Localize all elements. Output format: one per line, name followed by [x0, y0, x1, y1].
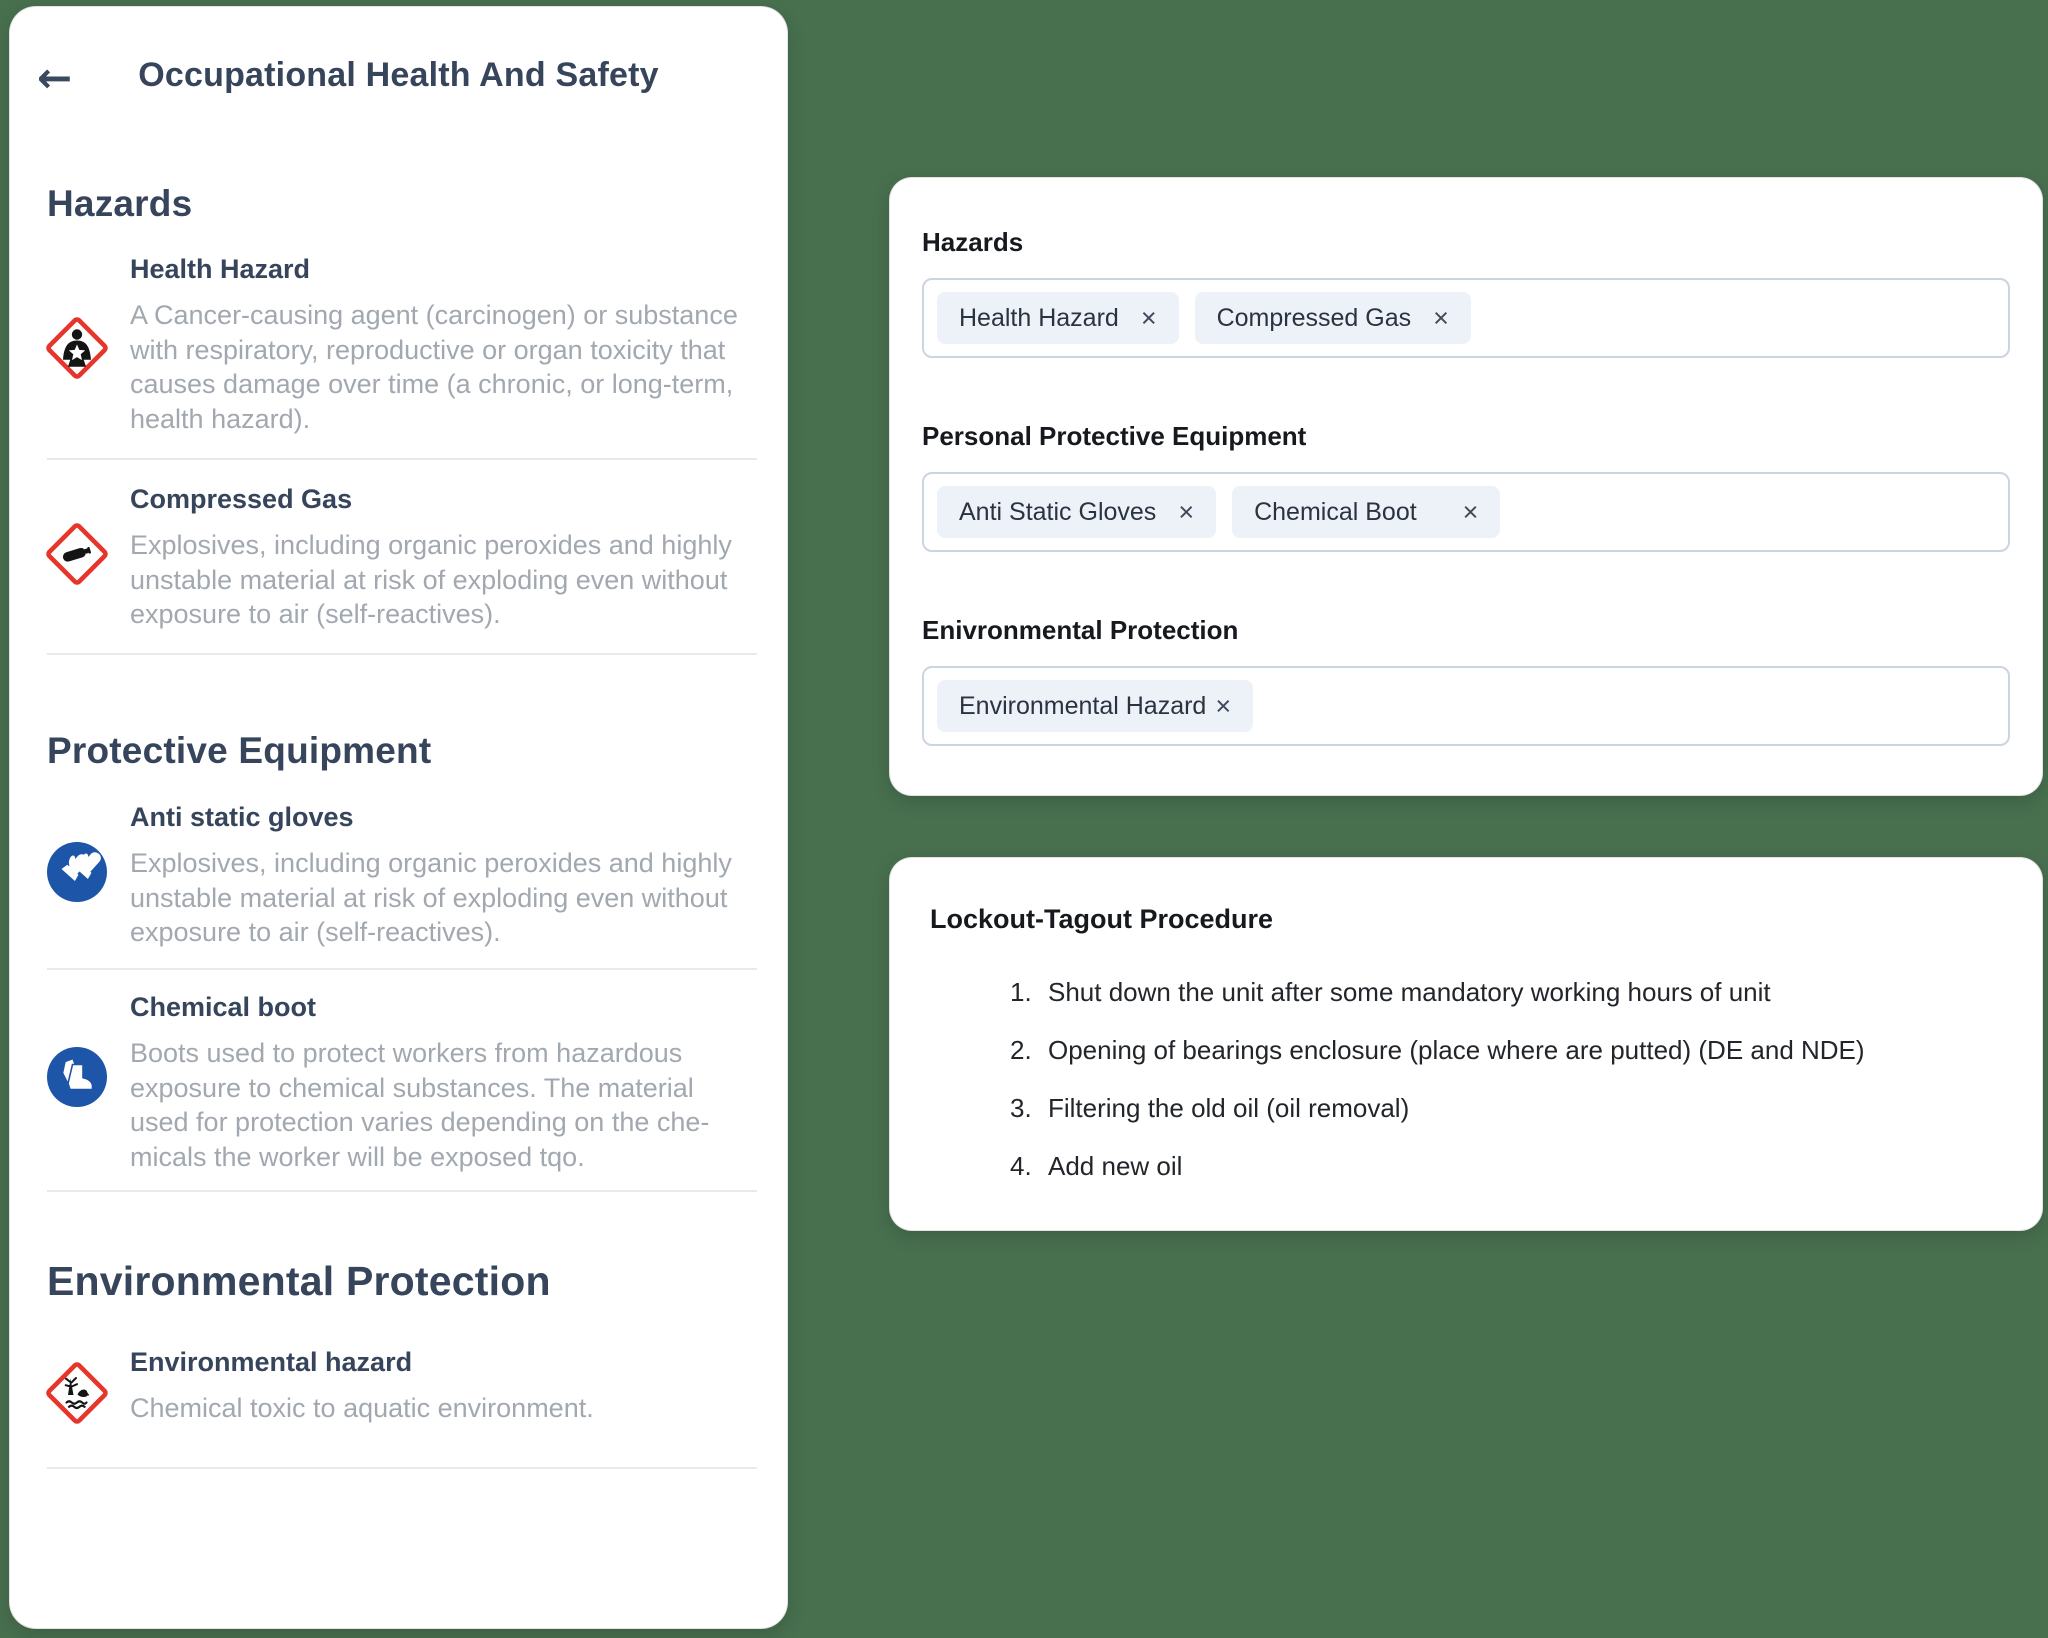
- section-heading-environmental-protection: Environmental Protection: [47, 1258, 551, 1304]
- list-item-chemical-boot: [10, 990, 787, 1174]
- divider: [47, 653, 757, 655]
- environmental-multiselect-input[interactable]: [922, 666, 2010, 746]
- step-number: 1.: [1010, 977, 1032, 1007]
- item-title: Anti static gloves: [130, 802, 354, 832]
- list-item-environmental-hazard: [10, 1345, 787, 1426]
- item-description: Explosives, including organic peroxides and highly unstable material at risk of exploding even without exposure to air (self-reactives).: [130, 848, 732, 947]
- procedure-steps-list: [930, 976, 2002, 1183]
- item-description: Explosives, including organic peroxides and highly unstable material at risk of exploding even without exposure to air (self-reactives).: [130, 530, 732, 629]
- step-number: 4.: [1010, 1151, 1032, 1181]
- ghs-environmental-hazard-icon: [45, 1361, 109, 1425]
- item-title: Environmental hazard: [130, 1347, 413, 1377]
- safety-selection-form-card: [890, 178, 2042, 795]
- item-description: Boots used to protect workers from hazardous exposure to chemical substances. The material used for protection varies depending on the che-micals the worker will be exposed tqo.: [130, 1038, 710, 1172]
- chip-label: Chemical Boot: [1254, 497, 1417, 526]
- safety-reference-panel: [10, 7, 787, 1628]
- step-text: Filtering the old oil (oil removal): [1048, 1093, 1410, 1123]
- divider: [47, 458, 757, 460]
- ghs-health-hazard-icon: [45, 316, 109, 380]
- panel-header: [10, 53, 787, 102]
- item-title: Compressed Gas: [130, 484, 353, 514]
- ppe-multiselect-input[interactable]: [922, 472, 2010, 552]
- ppe-gloves-icon: [45, 840, 109, 904]
- step-text: Opening of bearings enclosure (place where are putted) (DE and NDE): [1048, 1035, 1865, 1065]
- chip-environmental-hazard: [937, 680, 1253, 732]
- ghs-compressed-gas-icon: [45, 522, 109, 586]
- step-text: Add new oil: [1048, 1151, 1183, 1181]
- list-item-anti-static-gloves: [10, 800, 787, 950]
- chip-label: Environmental Hazard: [959, 691, 1207, 720]
- hazards-multiselect-input[interactable]: [922, 278, 2010, 358]
- procedure-title: Lockout-Tagout Procedure: [930, 904, 1274, 934]
- chip-remove-icon[interactable]: ×: [1178, 496, 1195, 527]
- item-title: Health Hazard: [130, 254, 311, 284]
- chip-label: Health Hazard: [959, 303, 1119, 332]
- page-title: Occupational Health And Safety: [138, 56, 659, 94]
- list-item-health-hazard: [10, 252, 787, 436]
- chip-remove-icon[interactable]: ×: [1462, 496, 1479, 527]
- item-description: Chemical toxic to aquatic environment.: [130, 1393, 594, 1423]
- list-item-compressed-gas: [10, 482, 787, 632]
- chip-anti-static-gloves: [937, 486, 1216, 538]
- field-label-environmental-protection: Enivronmental Protection: [922, 615, 1239, 645]
- ppe-boot-icon: [45, 1045, 109, 1109]
- chip-remove-icon[interactable]: ×: [1215, 690, 1232, 721]
- section-heading-protective-equipment: Protective Equipment: [47, 730, 432, 771]
- section-heading-hazards: Hazards: [47, 183, 193, 224]
- divider: [47, 1467, 757, 1469]
- field-label-ppe: Personal Protective Equipment: [922, 421, 1307, 451]
- lockout-tagout-card: [890, 858, 2042, 1230]
- chip-compressed-gas: [1195, 292, 1471, 344]
- procedure-step: [1010, 1150, 2002, 1183]
- item-title: Chemical boot: [130, 992, 317, 1022]
- divider: [47, 968, 757, 970]
- chip-label: Compressed Gas: [1216, 303, 1412, 332]
- step-number: 2.: [1010, 1035, 1032, 1065]
- chip-remove-icon[interactable]: ×: [1140, 302, 1157, 333]
- procedure-step: [1010, 976, 2002, 1009]
- step-text: Shut down the unit after some mandatory working hours of unit: [1048, 977, 1771, 1007]
- step-number: 3.: [1010, 1093, 1032, 1123]
- item-description: A Cancer-causing agent (carcinogen) or substance with respiratory, reproductive or organ toxicity that causes damage over time (a chronic, or long-term, health hazard).: [130, 300, 738, 434]
- chip-health-hazard: [937, 292, 1179, 344]
- back-button[interactable]: ←: [37, 53, 73, 102]
- chip-label: Anti Static Gloves: [959, 497, 1157, 526]
- procedure-step: [1010, 1092, 2002, 1125]
- chip-chemical-boot: [1232, 486, 1500, 538]
- chip-remove-icon[interactable]: ×: [1433, 302, 1449, 333]
- procedure-step: [1010, 1034, 2002, 1067]
- divider: [47, 1190, 757, 1192]
- field-label-hazards: Hazards: [922, 227, 1024, 257]
